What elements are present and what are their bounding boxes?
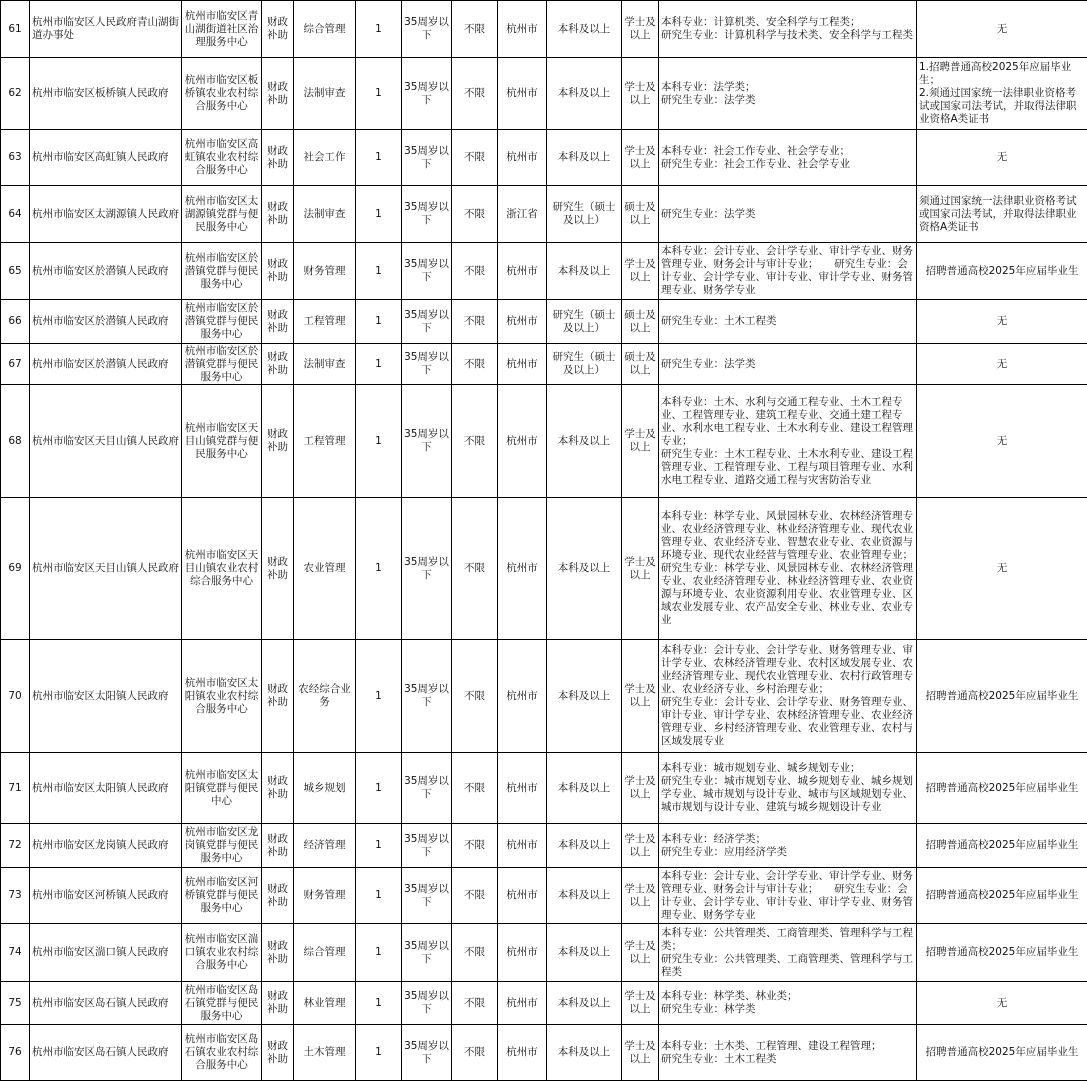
row-number: 70 — [1, 640, 30, 753]
education-cell: 研究生（硕士及以上） — [547, 186, 622, 243]
degree-cell: 学士及以上 — [622, 498, 659, 640]
other-text: 无 — [919, 358, 1085, 371]
funding-cell: 财政补助 — [262, 982, 294, 1025]
unit-cell: 杭州市临安区河桥镇党群与便民服务中心 — [182, 868, 262, 924]
count-cell: 1 — [356, 130, 402, 186]
major-cell — [659, 385, 917, 498]
education-cell: 本科及以上 — [547, 130, 622, 186]
education-cell: 研究生（硕士及以上） — [547, 300, 622, 344]
age-cell: 35周岁以下 — [402, 498, 452, 640]
major-text: 本科专业：社会工作专业、社会学专业； 研究生专业：社会工作专业、社会学专业 — [661, 145, 914, 171]
department-cell: 杭州市临安区於潜镇人民政府 — [30, 344, 182, 385]
count-cell: 1 — [356, 924, 402, 982]
major-text: 本科专业：会计专业、会计学专业、审计学专业、财务管理专业、财务会计与审计专业； 研究生专业：会计专业、会计学专业、审计专业、审计学专业、财务管理专业、财务学专业 — [661, 870, 914, 922]
gender-cell: 不限 — [452, 130, 498, 186]
department-cell: 杭州市临安区龙岗镇人民政府 — [30, 824, 182, 868]
gender-cell: 不限 — [452, 498, 498, 640]
major-cell — [659, 344, 917, 385]
major-text: 研究生专业：土木工程类 — [661, 315, 914, 328]
education-cell: 本科及以上 — [547, 924, 622, 982]
other-text: 无 — [919, 151, 1085, 164]
department-cell: 杭州市临安区太湖源镇人民政府 — [30, 186, 182, 243]
position-cell: 法制审查 — [294, 186, 356, 243]
table-row — [1, 130, 1087, 186]
gender-cell: 不限 — [452, 924, 498, 982]
education-cell: 本科及以上 — [547, 982, 622, 1025]
place-cell: 杭州市 — [498, 243, 547, 300]
other-text: 招聘普通高校2025年应届毕业生 — [919, 782, 1085, 795]
department-cell: 杭州市临安区於潜镇人民政府 — [30, 243, 182, 300]
position-cell: 法制审查 — [294, 58, 356, 130]
table-row — [1, 640, 1087, 753]
funding-cell: 财政补助 — [262, 58, 294, 130]
major-cell — [659, 640, 917, 753]
major-text: 本科专业：土木类、工程管理、建设工程管理； 研究生专业：土木工程类 — [661, 1040, 914, 1066]
gender-cell: 不限 — [452, 1025, 498, 1081]
department-cell: 杭州市临安区太阳镇人民政府 — [30, 640, 182, 753]
other-cell — [917, 186, 1087, 243]
major-text: 本科专业：林学专业、风景园林专业、农林经济管理专业、农业经济管理专业、林业经济管理专业、现代农业管理专业、农业经济专业、智慧农业专业、农业资源与环境专业、现代农业经营与管理专业、农业管理专业； 研究生专业：林学专业、风景园林专业、农林经济管理专业、农业经济管理专业、林业经济管理专业、农业资源与环境专业、农业资源利用专业、农业管理专业、区域农业发展专业、农产品安全专业、林业专业、农业专业 — [661, 510, 914, 627]
table-row — [1, 924, 1087, 982]
table-row — [1, 982, 1087, 1025]
other-cell — [917, 824, 1087, 868]
place-cell: 杭州市 — [498, 1025, 547, 1081]
other-cell — [917, 1, 1087, 58]
row-number: 63 — [1, 130, 30, 186]
gender-cell: 不限 — [452, 753, 498, 824]
age-cell: 35周岁以下 — [402, 344, 452, 385]
major-text: 本科专业：公共管理类、工商管理类、管理科学与工程类； 研究生专业：公共管理类、工商管理类、管理科学与工程类 — [661, 927, 914, 979]
other-text: 招聘普通高校2025年应届毕业生 — [919, 839, 1085, 852]
education-cell: 本科及以上 — [547, 385, 622, 498]
major-cell — [659, 1025, 917, 1081]
degree-cell: 硕士及以上 — [622, 300, 659, 344]
other-text: 无 — [919, 23, 1085, 36]
age-cell: 35周岁以下 — [402, 300, 452, 344]
unit-cell: 杭州市临安区太湖源镇党群与便民服务中心 — [182, 186, 262, 243]
other-text: 招聘普通高校2025年应届毕业生 — [919, 946, 1085, 959]
degree-cell: 学士及以上 — [622, 243, 659, 300]
other-cell — [917, 58, 1087, 130]
place-cell: 杭州市 — [498, 1, 547, 58]
other-text: 无 — [919, 997, 1085, 1010]
education-cell: 本科及以上 — [547, 1, 622, 58]
row-number: 76 — [1, 1025, 30, 1081]
major-cell — [659, 868, 917, 924]
count-cell: 1 — [356, 1025, 402, 1081]
education-cell: 本科及以上 — [547, 868, 622, 924]
position-cell: 经济管理 — [294, 824, 356, 868]
row-number: 67 — [1, 344, 30, 385]
major-cell — [659, 186, 917, 243]
other-cell — [917, 130, 1087, 186]
gender-cell: 不限 — [452, 1, 498, 58]
other-text: 无 — [919, 315, 1085, 328]
gender-cell: 不限 — [452, 982, 498, 1025]
table-row — [1, 385, 1087, 498]
gender-cell: 不限 — [452, 344, 498, 385]
major-text: 本科专业：计算机类、安全科学与工程类； 研究生专业：计算机科学与技术类、安全科学与工程类 — [661, 16, 914, 42]
age-cell: 35周岁以下 — [402, 186, 452, 243]
major-text: 研究生专业：法学类 — [661, 358, 914, 371]
gender-cell: 不限 — [452, 186, 498, 243]
degree-cell: 硕士及以上 — [622, 344, 659, 385]
unit-cell: 杭州市临安区板桥镇农业农村综合服务中心 — [182, 58, 262, 130]
table-row — [1, 186, 1087, 243]
degree-cell: 硕士及以上 — [622, 186, 659, 243]
row-number: 73 — [1, 868, 30, 924]
table-row — [1, 1025, 1087, 1081]
department-cell: 杭州市临安区天目山镇人民政府 — [30, 498, 182, 640]
place-cell: 杭州市 — [498, 753, 547, 824]
major-text: 本科专业：土木、水利与交通工程专业、土木工程专业、工程管理专业、建筑工程专业、交通土建工程专业、水利水电工程专业、土木水利专业、建设工程管理专业； 研究生专业：土木工程专业、土木水利专业、建设工程管理专业、工程管理专业、工程与项目管理专业、水利水电工程专业、道路交通工程与灾害防治专业 — [661, 396, 914, 487]
other-cell — [917, 385, 1087, 498]
gender-cell: 不限 — [452, 300, 498, 344]
position-cell: 社会工作 — [294, 130, 356, 186]
department-cell: 杭州市临安区於潜镇人民政府 — [30, 300, 182, 344]
count-cell: 1 — [356, 498, 402, 640]
major-cell — [659, 300, 917, 344]
major-text: 本科专业：会计专业、会计学专业、财务管理专业、审计学专业、农林经济管理专业、农村区域发展专业、农业经济管理专业、现代农业管理专业、农村行政管理专业、农业经济专业、乡村治理专业； 研究生专业：会计专业、会计学专业、财务管理专业、审计专业、审计学专业、农林经济管理专业、农业经济管理专业、乡村经济管理专业、农业管理专业、农村与区域发展专业 — [661, 644, 914, 748]
gender-cell: 不限 — [452, 385, 498, 498]
age-cell: 35周岁以下 — [402, 130, 452, 186]
funding-cell: 财政补助 — [262, 753, 294, 824]
education-cell: 研究生（硕士及以上） — [547, 344, 622, 385]
age-cell: 35周岁以下 — [402, 58, 452, 130]
department-cell: 杭州市临安区板桥镇人民政府 — [30, 58, 182, 130]
count-cell: 1 — [356, 824, 402, 868]
degree-cell: 学士及以上 — [622, 640, 659, 753]
department-cell: 杭州市临安区岛石镇人民政府 — [30, 1025, 182, 1081]
table-row — [1, 344, 1087, 385]
degree-cell: 学士及以上 — [622, 868, 659, 924]
row-number: 64 — [1, 186, 30, 243]
other-cell — [917, 640, 1087, 753]
funding-cell: 财政补助 — [262, 186, 294, 243]
place-cell: 杭州市 — [498, 824, 547, 868]
funding-cell: 财政补助 — [262, 498, 294, 640]
unit-cell: 杭州市临安区太阳镇党群与便民中心 — [182, 753, 262, 824]
place-cell: 浙江省 — [498, 186, 547, 243]
other-text: 无 — [919, 435, 1085, 448]
major-text: 本科专业：法学类； 研究生专业：法学类 — [661, 81, 914, 107]
funding-cell: 财政补助 — [262, 924, 294, 982]
major-cell — [659, 130, 917, 186]
funding-cell: 财政补助 — [262, 1025, 294, 1081]
other-cell — [917, 982, 1087, 1025]
other-text: 无 — [919, 562, 1085, 575]
major-cell — [659, 924, 917, 982]
major-text: 本科专业：会计专业、会计学专业、审计学专业、财务管理专业、财务会计与审计专业； 研究生专业：会计专业、会计学专业、审计专业、审计学专业、财务管理专业、财务学专业 — [661, 245, 914, 297]
gender-cell: 不限 — [452, 868, 498, 924]
row-number: 74 — [1, 924, 30, 982]
count-cell: 1 — [356, 640, 402, 753]
funding-cell: 财政补助 — [262, 130, 294, 186]
place-cell: 杭州市 — [498, 385, 547, 498]
funding-cell: 财政补助 — [262, 344, 294, 385]
major-text: 本科专业：林学类、林业类； 研究生专业：林学类 — [661, 990, 914, 1016]
table-row — [1, 753, 1087, 824]
degree-cell: 学士及以上 — [622, 130, 659, 186]
table-row — [1, 824, 1087, 868]
count-cell: 1 — [356, 243, 402, 300]
department-cell: 杭州市临安区天目山镇人民政府 — [30, 385, 182, 498]
degree-cell: 学士及以上 — [622, 824, 659, 868]
degree-cell: 学士及以上 — [622, 753, 659, 824]
major-text: 研究生专业：法学类 — [661, 208, 914, 221]
other-cell — [917, 753, 1087, 824]
education-cell: 本科及以上 — [547, 1025, 622, 1081]
age-cell: 35周岁以下 — [402, 385, 452, 498]
other-cell — [917, 1025, 1087, 1081]
age-cell: 35周岁以下 — [402, 868, 452, 924]
place-cell: 杭州市 — [498, 924, 547, 982]
funding-cell: 财政补助 — [262, 1, 294, 58]
degree-cell: 学士及以上 — [622, 1, 659, 58]
age-cell: 35周岁以下 — [402, 640, 452, 753]
department-cell: 杭州市临安区高虹镇人民政府 — [30, 130, 182, 186]
gender-cell: 不限 — [452, 58, 498, 130]
major-cell — [659, 824, 917, 868]
other-cell — [917, 344, 1087, 385]
unit-cell: 杭州市临安区於潜镇党群与便民服务中心 — [182, 344, 262, 385]
unit-cell: 杭州市临安区青山湖街道社区治理服务中心 — [182, 1, 262, 58]
other-cell — [917, 243, 1087, 300]
count-cell: 1 — [356, 300, 402, 344]
table-row — [1, 243, 1087, 300]
degree-cell: 学士及以上 — [622, 982, 659, 1025]
position-cell: 财务管理 — [294, 243, 356, 300]
count-cell: 1 — [356, 344, 402, 385]
other-text: 招聘普通高校2025年应届毕业生 — [919, 690, 1085, 703]
unit-cell: 杭州市临安区太阳镇农业农村综合服务中心 — [182, 640, 262, 753]
place-cell: 杭州市 — [498, 868, 547, 924]
place-cell: 杭州市 — [498, 344, 547, 385]
count-cell: 1 — [356, 982, 402, 1025]
row-number: 65 — [1, 243, 30, 300]
position-cell: 法制审查 — [294, 344, 356, 385]
row-number: 71 — [1, 753, 30, 824]
funding-cell: 财政补助 — [262, 300, 294, 344]
age-cell: 35周岁以下 — [402, 824, 452, 868]
age-cell: 35周岁以下 — [402, 243, 452, 300]
degree-cell: 学士及以上 — [622, 924, 659, 982]
position-cell: 农经综合业务 — [294, 640, 356, 753]
count-cell: 1 — [356, 1, 402, 58]
other-text: 招聘普通高校2025年应届毕业生 — [919, 889, 1085, 902]
other-text: 须通过国家统一法律职业资格考试或国家司法考试，并取得法律职业资格A类证书 — [919, 195, 1085, 234]
table-row — [1, 58, 1087, 130]
funding-cell: 财政补助 — [262, 385, 294, 498]
count-cell: 1 — [356, 753, 402, 824]
major-cell — [659, 58, 917, 130]
place-cell: 杭州市 — [498, 640, 547, 753]
major-cell — [659, 243, 917, 300]
degree-cell: 学士及以上 — [622, 1025, 659, 1081]
age-cell: 35周岁以下 — [402, 982, 452, 1025]
department-cell: 杭州市临安区湍口镇人民政府 — [30, 924, 182, 982]
gender-cell: 不限 — [452, 243, 498, 300]
department-cell: 杭州市临安区太阳镇人民政府 — [30, 753, 182, 824]
place-cell: 杭州市 — [498, 982, 547, 1025]
age-cell: 35周岁以下 — [402, 753, 452, 824]
place-cell: 杭州市 — [498, 300, 547, 344]
gender-cell: 不限 — [452, 640, 498, 753]
position-cell: 城乡规划 — [294, 753, 356, 824]
other-cell — [917, 868, 1087, 924]
funding-cell: 财政补助 — [262, 868, 294, 924]
row-number: 68 — [1, 385, 30, 498]
funding-cell: 财政补助 — [262, 824, 294, 868]
place-cell: 杭州市 — [498, 130, 547, 186]
place-cell: 杭州市 — [498, 498, 547, 640]
unit-cell: 杭州市临安区於潜镇党群与便民服务中心 — [182, 243, 262, 300]
other-cell — [917, 300, 1087, 344]
unit-cell: 杭州市临安区湍口镇农业农村综合服务中心 — [182, 924, 262, 982]
unit-cell: 杭州市临安区岛石镇党群与便民服务中心 — [182, 982, 262, 1025]
age-cell: 35周岁以下 — [402, 1, 452, 58]
degree-cell: 学士及以上 — [622, 58, 659, 130]
count-cell: 1 — [356, 58, 402, 130]
age-cell: 35周岁以下 — [402, 1025, 452, 1081]
table-row — [1, 1, 1087, 58]
count-cell: 1 — [356, 385, 402, 498]
count-cell: 1 — [356, 186, 402, 243]
education-cell: 本科及以上 — [547, 753, 622, 824]
row-number: 61 — [1, 1, 30, 58]
education-cell: 本科及以上 — [547, 243, 622, 300]
education-cell: 本科及以上 — [547, 58, 622, 130]
department-cell: 杭州市临安区人民政府青山湖街道办事处 — [30, 1, 182, 58]
education-cell: 本科及以上 — [547, 640, 622, 753]
education-cell: 本科及以上 — [547, 824, 622, 868]
major-cell — [659, 982, 917, 1025]
major-cell — [659, 1, 917, 58]
table-row — [1, 498, 1087, 640]
table-row — [1, 300, 1087, 344]
position-cell: 土木管理 — [294, 1025, 356, 1081]
row-number: 69 — [1, 498, 30, 640]
row-number: 62 — [1, 58, 30, 130]
major-text: 本科专业：城市规划专业、城乡规划专业； 研究生专业：城市规划专业、城乡规划专业、城乡规划学专业、城市规划与设计专业、城市与区域规划专业、城市规划与设计专业、建筑与城乡规划设计专业 — [661, 762, 914, 814]
position-cell: 工程管理 — [294, 385, 356, 498]
funding-cell: 财政补助 — [262, 243, 294, 300]
other-cell — [917, 498, 1087, 640]
unit-cell: 杭州市临安区高虹镇农业农村综合服务中心 — [182, 130, 262, 186]
education-cell: 本科及以上 — [547, 498, 622, 640]
major-text: 本科专业：经济学类； 研究生专业：应用经济学类 — [661, 833, 914, 859]
degree-cell: 学士及以上 — [622, 385, 659, 498]
position-cell: 财务管理 — [294, 868, 356, 924]
major-cell — [659, 498, 917, 640]
major-cell — [659, 753, 917, 824]
department-cell: 杭州市临安区岛石镇人民政府 — [30, 982, 182, 1025]
table-body — [1, 1, 1087, 1081]
place-cell: 杭州市 — [498, 58, 547, 130]
unit-cell: 杭州市临安区岛石镇农业农村综合服务中心 — [182, 1025, 262, 1081]
funding-cell: 财政补助 — [262, 640, 294, 753]
position-cell: 林业管理 — [294, 982, 356, 1025]
table-row — [1, 868, 1087, 924]
row-number: 72 — [1, 824, 30, 868]
position-cell: 综合管理 — [294, 1, 356, 58]
other-cell — [917, 924, 1087, 982]
unit-cell: 杭州市临安区天目山镇农业农村综合服务中心 — [182, 498, 262, 640]
gender-cell: 不限 — [452, 824, 498, 868]
other-text: 1.招聘普通高校2025年应届毕业生； 2.须通过国家统一法律职业资格考试或国家司法考试，并取得法律职业资格A类证书 — [919, 61, 1085, 126]
unit-cell: 杭州市临安区天目山镇党群与便民服务中心 — [182, 385, 262, 498]
department-cell: 杭州市临安区河桥镇人民政府 — [30, 868, 182, 924]
other-text: 招聘普通高校2025年应届毕业生 — [919, 265, 1085, 278]
position-cell: 工程管理 — [294, 300, 356, 344]
row-number: 75 — [1, 982, 30, 1025]
position-cell: 综合管理 — [294, 924, 356, 982]
position-cell: 农业管理 — [294, 498, 356, 640]
count-cell: 1 — [356, 868, 402, 924]
row-number: 66 — [1, 300, 30, 344]
unit-cell: 杭州市临安区龙岗镇党群与便民服务中心 — [182, 824, 262, 868]
age-cell: 35周岁以下 — [402, 924, 452, 982]
other-text: 招聘普通高校2025年应届毕业生 — [919, 1046, 1085, 1059]
unit-cell: 杭州市临安区於潜镇党群与便民服务中心 — [182, 300, 262, 344]
